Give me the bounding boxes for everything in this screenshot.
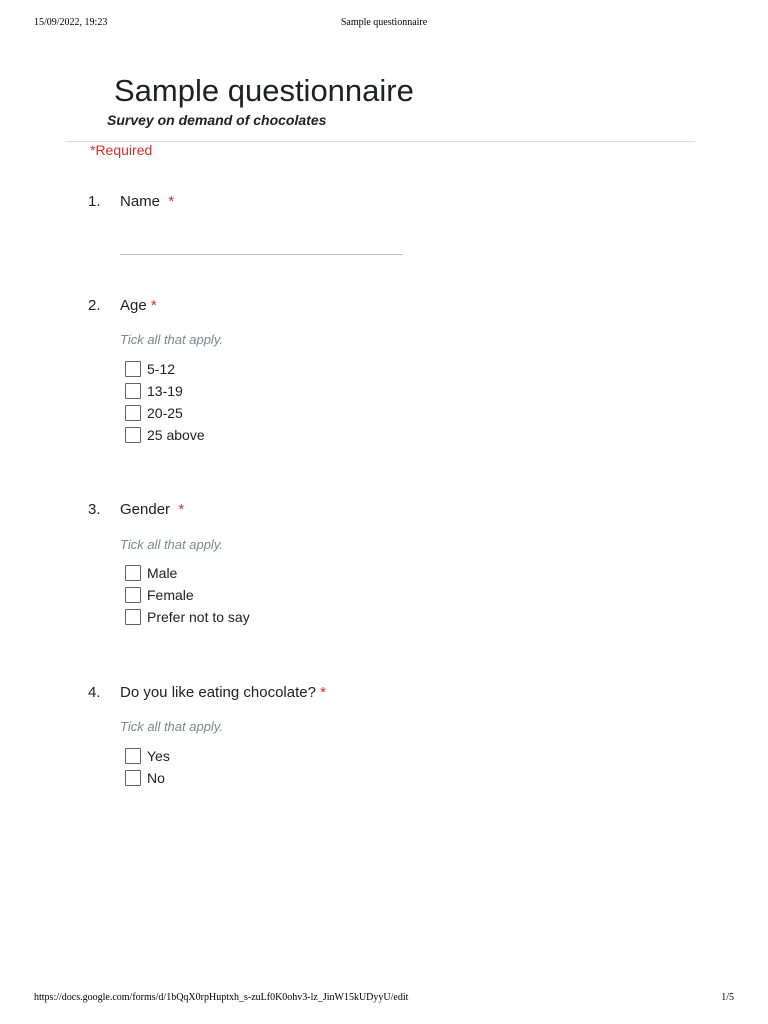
question-title: Name * <box>120 193 175 210</box>
checkbox[interactable] <box>125 427 141 443</box>
required-star: * <box>168 193 175 210</box>
question-title: Do you like eating chocolate? * <box>120 684 326 701</box>
print-page-number: 1/5 <box>721 992 734 1003</box>
form-description: Survey on demand of chocolates <box>107 112 327 128</box>
option-label: 13-19 <box>147 383 183 399</box>
print-footer <box>34 992 734 1006</box>
option-male[interactable] <box>125 564 177 582</box>
checkbox[interactable] <box>125 609 141 625</box>
option-female[interactable] <box>125 586 194 604</box>
checkbox[interactable] <box>125 565 141 581</box>
question-number: 1. <box>88 193 101 210</box>
checkbox[interactable] <box>125 383 141 399</box>
option-label: Yes <box>147 748 170 764</box>
header-divider <box>66 141 695 142</box>
option-label: 5-12 <box>147 361 176 377</box>
option-25-above[interactable] <box>125 426 205 444</box>
option-13-19[interactable] <box>125 382 183 400</box>
option-label: Prefer not to say <box>147 609 250 625</box>
print-header <box>34 17 734 31</box>
print-datetime: 15/09/2022, 19:23 <box>34 17 108 28</box>
required-note: *Required <box>90 142 153 158</box>
checkbox[interactable] <box>125 405 141 421</box>
option-label: 20-25 <box>147 405 183 421</box>
question-title: Gender * <box>120 501 185 518</box>
required-star: * <box>178 501 185 518</box>
option-5-12[interactable] <box>125 360 175 378</box>
option-label: Male <box>147 565 178 581</box>
option-label: No <box>147 770 165 786</box>
question-hint: Tick all that apply. <box>120 719 223 734</box>
question-hint: Tick all that apply. <box>120 537 223 552</box>
question-hint: Tick all that apply. <box>120 332 223 347</box>
option-yes[interactable] <box>125 747 170 765</box>
checkbox[interactable] <box>125 587 141 603</box>
question-number: 3. <box>88 501 101 518</box>
form-title: Sample questionnaire <box>114 73 414 108</box>
name-answer-field[interactable] <box>120 254 403 255</box>
question-number: 4. <box>88 684 101 701</box>
print-doc-title: Sample questionnaire <box>340 17 428 28</box>
checkbox[interactable] <box>125 361 141 377</box>
question-number: 2. <box>88 297 101 314</box>
checkbox[interactable] <box>125 770 141 786</box>
question-title: Age * <box>120 297 157 314</box>
option-prefer-not-to-say[interactable] <box>125 608 250 626</box>
option-label: 25 above <box>147 427 205 443</box>
option-no[interactable] <box>125 769 165 787</box>
required-star: * <box>150 297 157 314</box>
checkbox[interactable] <box>125 748 141 764</box>
print-url: https://docs.google.com/forms/d/1bQqX0rpHuptxh_s-zuLf0K0ohv3-lz_JinW15kUDyyU/edit <box>34 992 409 1003</box>
required-star: * <box>320 684 326 701</box>
option-label: Female <box>147 587 194 603</box>
option-20-25[interactable] <box>125 404 183 422</box>
